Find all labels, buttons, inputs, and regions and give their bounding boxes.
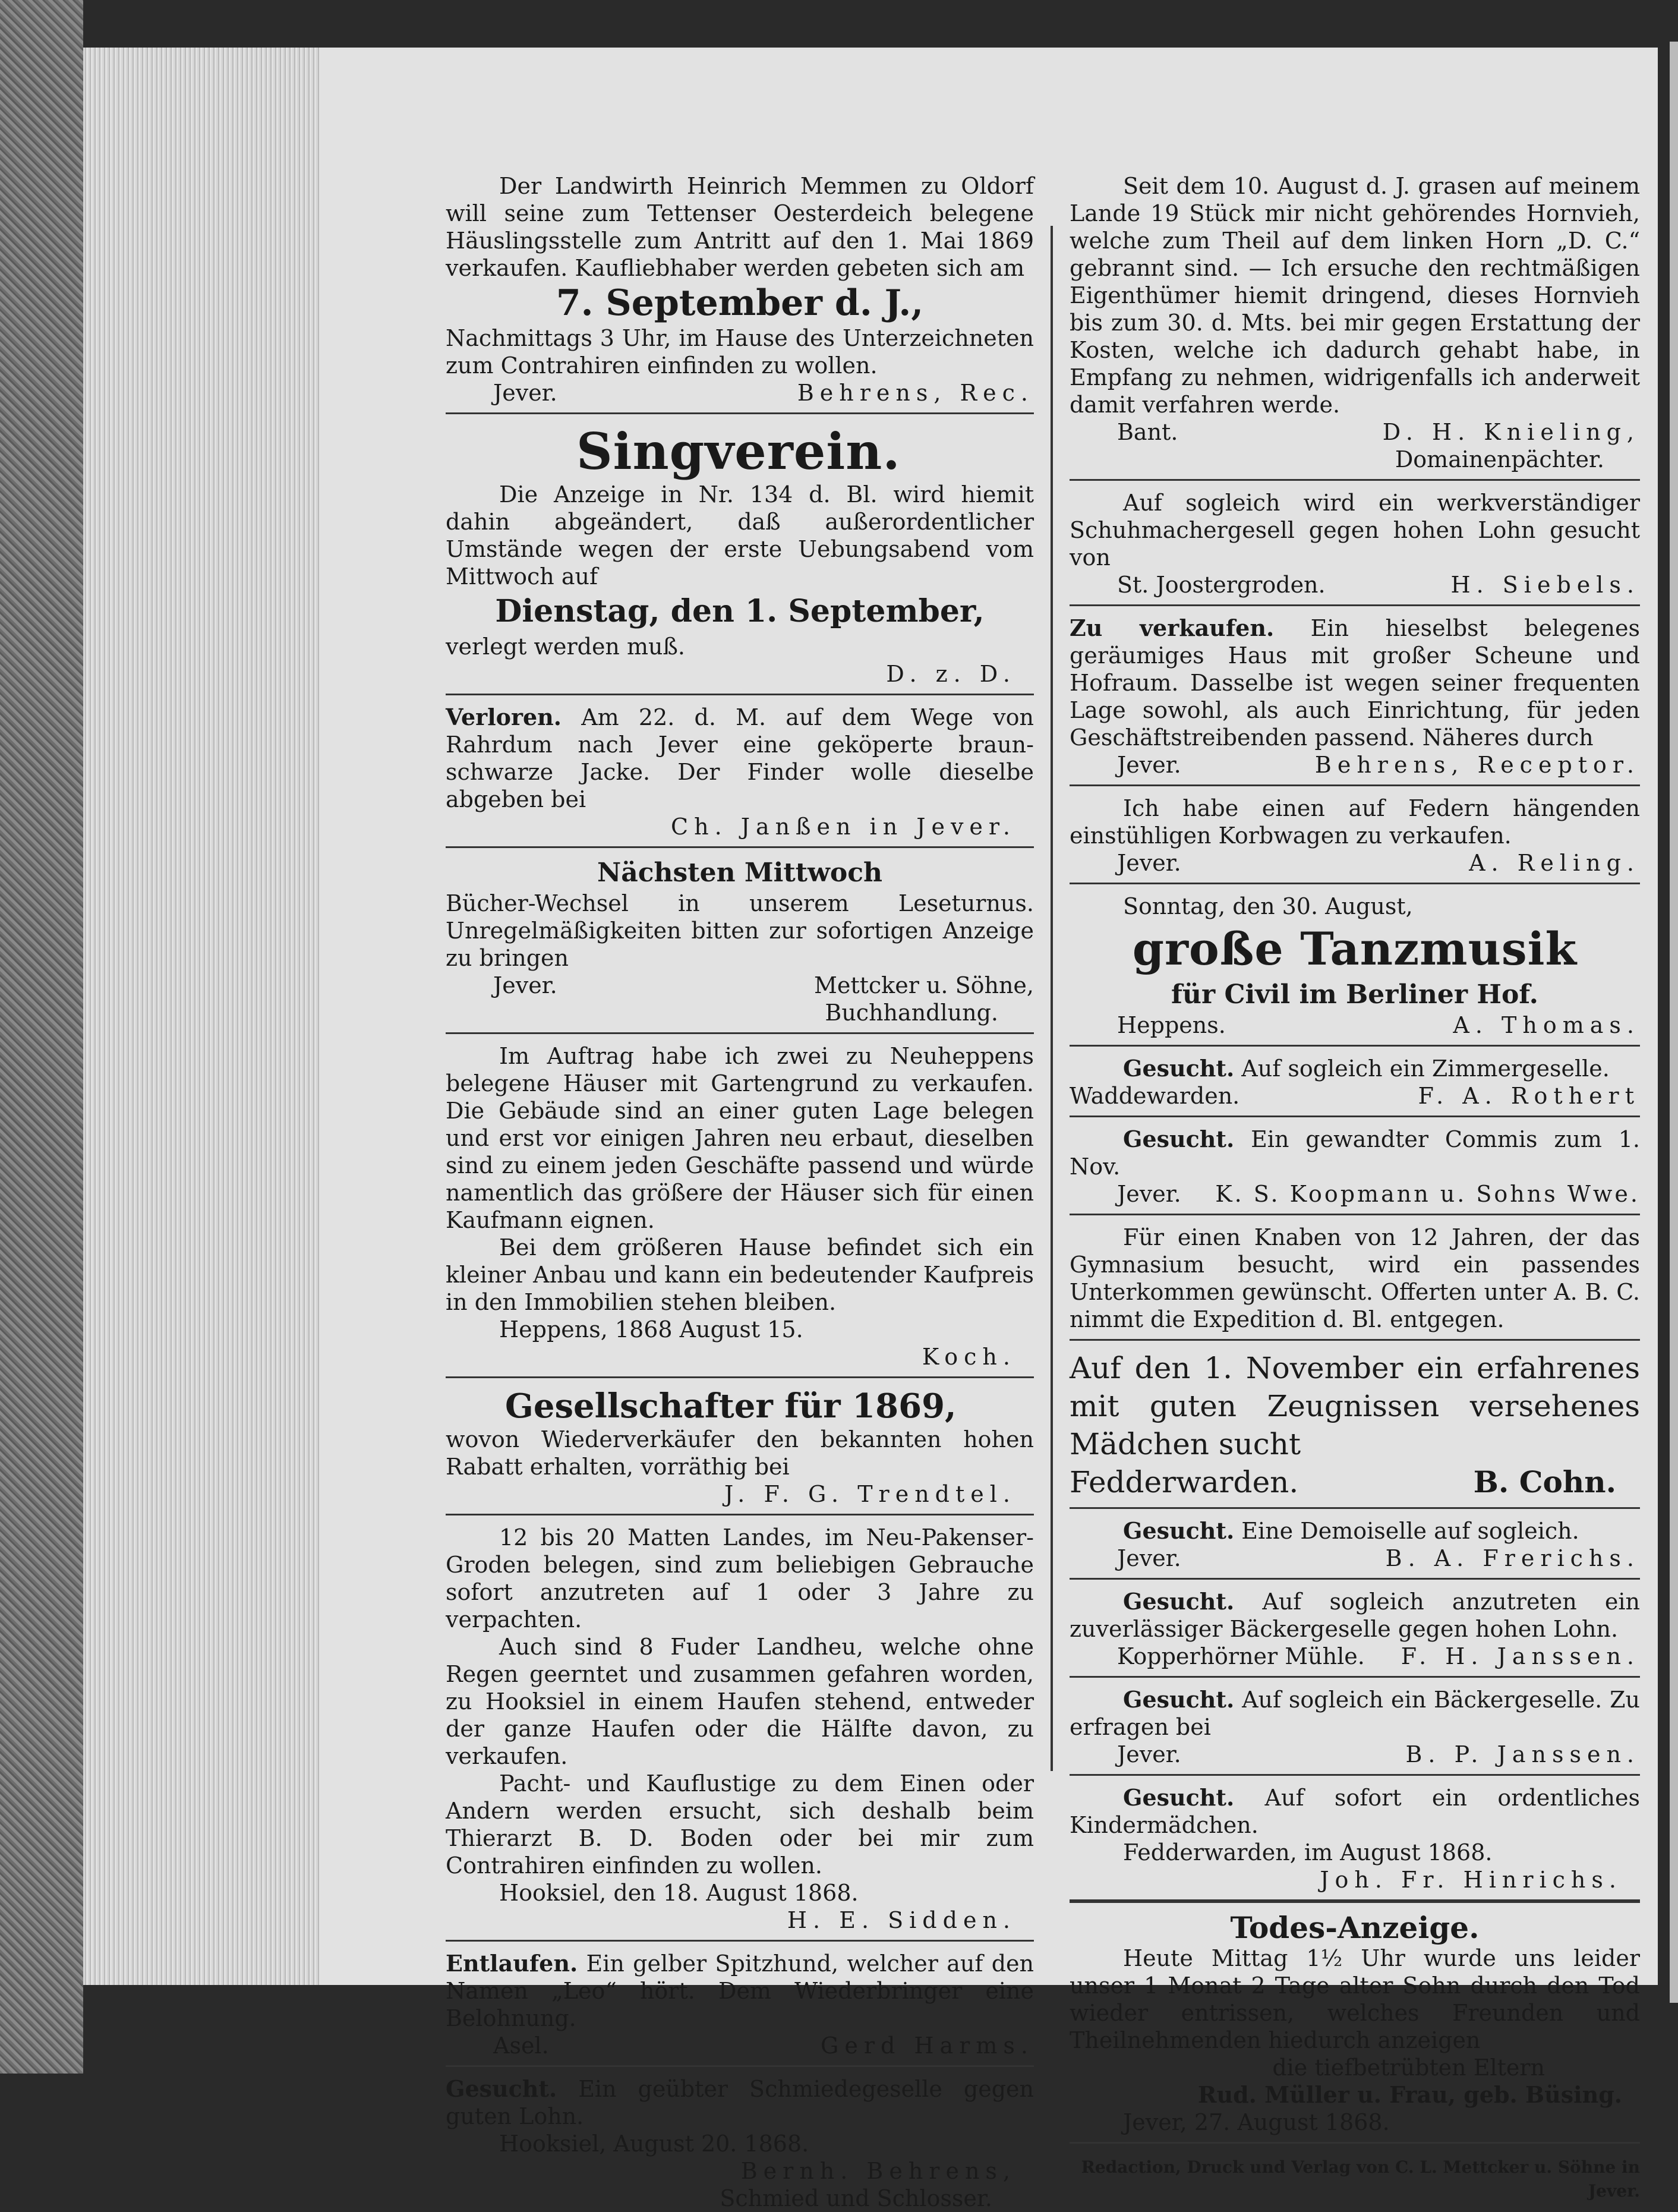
ad-text: Der Landwirth Heinrich Memmen zu Oldorf will seine zum Tettenser Oesterdeich belegene Häuslingsstelle zum Antritt auf den 1. Mai 1869 verkaufen. Kaufliebhaber werden gebeten sich am xyxy=(446,173,1034,281)
rule xyxy=(446,1376,1034,1378)
ad-place: Heppens. xyxy=(1117,1012,1226,1038)
ad-signer: F. A. Rothert xyxy=(1418,1083,1640,1109)
rule xyxy=(1070,2142,1640,2144)
ad-zimmergeselle xyxy=(1070,1055,1640,1110)
ad-signer: Koch. xyxy=(922,1344,1016,1370)
ad-signer: Buchhandlung. xyxy=(825,1000,998,1026)
rule xyxy=(1070,604,1640,606)
ad-place: Jever. xyxy=(1117,850,1181,876)
rule xyxy=(1070,784,1640,786)
ad-signer: Behrens, Receptor. xyxy=(1314,752,1640,778)
ad-signer: B. Cohn. xyxy=(1473,1464,1616,1499)
ad-text: Bei dem größeren Hause befindet sich ein kleiner Anbau und kann ein bedeutender Kaufpreis in den Immobilien stehen bleiben. xyxy=(446,1234,1034,1315)
ad-baecker2 xyxy=(1070,1686,1640,1768)
rule xyxy=(446,412,1034,414)
ad-signer: B. P. Janssen. xyxy=(1405,1741,1640,1767)
ad-haus xyxy=(1070,615,1640,779)
ad-lead: Entlaufen. xyxy=(446,1950,578,1977)
ad-text: Die Anzeige in Nr. 134 d. Bl. wird hiemit dahin abgeändert, daß außerordentlicher Umstände wegen der erste Uebungsabend vom Mittwoch auf xyxy=(446,481,1034,590)
ad-text: 12 bis 20 Matten Landes, im Neu-Pakenser-Groden belegen, sind zum beliebigen Gebrauche sofort anzutreten auf 1 oder 3 Jahre zu verpachten. xyxy=(446,1524,1034,1633)
ad-text: Auf sogleich ein Zimmergeselle. xyxy=(1241,1055,1610,1082)
ad-lead: Zu verkaufen. xyxy=(1070,615,1275,641)
ad-text: Seit dem 10. August d. J. grasen auf meinem Lande 19 Stück mir nicht gehörendes Hornvieh, welche zum Theil auf dem linken Horn „D. C.“ gebrannt sind. — Ich ersuche den rechtmäßigen Eigenthümer hiemit dringend, dieses Hornvieh bis zum 30. d. Mts. bei mir gegen Erstattung der Kosten, welche ich dadurch gehabt habe, in Empfang zu nehmen, widrigenfalls ich anderweit damit verfahren werde. xyxy=(1070,173,1640,418)
ad-signer: Schmied und Schlosser. xyxy=(720,2185,992,2211)
ad-place: Bant. xyxy=(1117,419,1178,445)
ad-title: Singverein. xyxy=(576,422,901,481)
ad-text: Auf sogleich anzutreten ein zuverlässiger Bäckergeselle gegen hohen Lohn. xyxy=(1070,1589,1640,1642)
ad-signer: B. A. Frerichs. xyxy=(1385,1545,1640,1571)
ad-todesanzeige xyxy=(1070,1911,1640,2136)
ad-title: große Tanzmusik xyxy=(1132,922,1578,975)
ad-place: Fedderwarden. xyxy=(1070,1465,1299,1499)
ad-text: Ich habe einen auf Federn hängenden einstühligen Korbwagen zu verkaufen. xyxy=(1070,795,1640,849)
ad-place: Jever. xyxy=(1117,752,1181,778)
ad-text: verlegt werden muß. xyxy=(446,634,685,660)
ad-signer: A. Thomas. xyxy=(1453,1012,1640,1038)
ad-signer: Joh. Fr. Hinrichs. xyxy=(1320,1867,1622,1893)
ad-text: Auf sogleich wird ein werkverständiger Schuhmachergesell gegen hohen Lohn gesucht von xyxy=(1070,490,1640,571)
ad-signer: Rud. Müller u. Frau, geb. Büsing. xyxy=(1197,2081,1622,2108)
ad-text: Am 22. d. M. auf dem Wege von Rahrdum nach Jever eine geköperte braun-schwarze Jacke. Der Finder wolle dieselbe abgeben bei xyxy=(446,704,1034,812)
ad-lead: Verloren. xyxy=(446,704,562,730)
ad-signer: Behrens, Rec. xyxy=(797,380,1034,406)
next-page-edge xyxy=(1670,42,1678,2003)
ad-date: Sonntag, den 30. August, xyxy=(1123,893,1413,919)
ad-matten xyxy=(446,1524,1034,1934)
rule xyxy=(1070,1899,1640,1903)
ad-text: Auch sind 8 Fuder Landheu, welche ohne Regen geerntet und zusammen gefahren worden, zu Hooksiel in einem Haufen stehend, entweder der ganze Haufen oder die Hälfte davon, zu verkaufen. xyxy=(446,1634,1034,1769)
ad-text: Auf den 1. November ein erfahrenes mit guten Zeugnissen versehenes Mädchen sucht xyxy=(1070,1351,1640,1461)
ad-place: Jever. xyxy=(493,972,557,998)
rule xyxy=(446,2065,1034,2067)
ad-signer: Gerd Harms. xyxy=(821,2033,1034,2059)
ad-lead: Gesucht. xyxy=(1123,1126,1235,1152)
ad-maedchen xyxy=(1070,1349,1640,1501)
rule xyxy=(446,1514,1034,1515)
ad-lead: Gesucht. xyxy=(446,2075,557,2102)
ad-kindermaedchen xyxy=(1070,1784,1640,1893)
ad-dateline: Heppens, 1868 August 15. xyxy=(499,1316,803,1343)
ad-text: Ein gelber Spitzhund, welcher auf den Namen „Leo“ hört. Dem Wiederbringer eine Belohnung. xyxy=(446,1951,1034,2031)
ad-singverein xyxy=(446,423,1034,688)
ad-place: St. Joostergroden. xyxy=(1117,572,1326,598)
ad-gesellschafter xyxy=(446,1387,1034,1508)
ad-hornvieh xyxy=(1070,172,1640,473)
column-divider xyxy=(1051,226,1053,1771)
rule xyxy=(1070,1214,1640,1215)
ad-text: Auf sogleich ein Bäckergeselle. Zu erfragen bei xyxy=(1070,1687,1640,1740)
ad-schmied xyxy=(446,2075,1034,2212)
ad-place: Kopperhörner Mühle. xyxy=(1117,1643,1365,1669)
ad-place: Asel. xyxy=(493,2033,549,2059)
rule xyxy=(1070,1045,1640,1047)
ad-signer: Ch. Janßen in Jever. xyxy=(671,814,1016,840)
ad-baecker1 xyxy=(1070,1588,1640,1670)
page-stack xyxy=(83,48,321,1985)
rule xyxy=(446,1032,1034,1034)
ad-lead: Gesucht. xyxy=(1123,1588,1235,1615)
ad-signer: Domainenpächter. xyxy=(1395,446,1604,472)
ad-lead: Gesucht. xyxy=(1123,1055,1235,1082)
ad-entlaufen xyxy=(446,1950,1034,2059)
ad-signer: J. F. G. Trendtel. xyxy=(724,1481,1016,1507)
ad-lead: Gesucht. xyxy=(1123,1784,1235,1811)
ad-subtitle: für Civil im Berliner Hof. xyxy=(1171,979,1538,1010)
ad-place: Jever. xyxy=(1117,1545,1181,1571)
rule xyxy=(1070,1676,1640,1678)
ad-signer: D. H. Knieling, xyxy=(1382,419,1640,445)
rule xyxy=(1070,1339,1640,1341)
rule xyxy=(1070,883,1640,884)
ad-korbwagen xyxy=(1070,795,1640,877)
ad-place: Waddewarden. xyxy=(1070,1083,1240,1109)
ad-title: Todes-Anzeige. xyxy=(1230,1910,1480,1945)
ad-text: Heute Mittag 1½ Uhr wurde uns leider unser 1 Monat 2 Tage alter Sohn durch den Tod wieder entrissen, welches Freunden und Theilnehmenden hiedurch anzeigen xyxy=(1070,1945,1640,2053)
ad-knabe xyxy=(1070,1224,1640,1333)
right-column xyxy=(1070,172,1640,2203)
rule xyxy=(446,1940,1034,1942)
ad-tanzmusik xyxy=(1070,893,1640,1039)
ad-text: Ein hieselbst belegenes geräumiges Haus mit großer Scheune und Hofraum. Dasselbe ist wegen seiner frequenten Lage sowohl, als auch Einrichtung, für jeden Geschäftstreibenden passend. Näheres durch xyxy=(1070,615,1640,751)
ad-dateline: Jever, 27. August 1868. xyxy=(1123,2109,1390,2135)
ad-signer: Mettcker u. Söhne, xyxy=(813,972,1034,998)
rule xyxy=(1070,1578,1640,1580)
ad-dateline: Fedderwarden, im August 1868. xyxy=(1123,1839,1493,1866)
imprint: Redaction, Druck und Verlag von C. L. Mettcker u. Söhne in Jever. xyxy=(1081,2157,1640,2201)
ad-dateline: Hooksiel, August 20. 1868. xyxy=(499,2131,809,2157)
ad-memmen xyxy=(446,172,1034,407)
book-edge xyxy=(0,0,83,2074)
ad-commis xyxy=(1070,1126,1640,1208)
ad-text: Im Auftrag habe ich zwei zu Neuheppens belegene Häuser mit Gartengrund zu verkaufen. Die Gebäude sind an einer guten Lage belegen und erst vor einigen Jahren neu erbaut, dieselben sind zu einem jeden Geschäfte passend und würde namentlich das größere der Häuser sich für einen Kaufmann eignen. xyxy=(446,1043,1034,1233)
ad-place: Jever. xyxy=(1117,1181,1181,1207)
ad-verloren xyxy=(446,704,1034,840)
ad-text: Pacht- und Kauflustige zu dem Einen oder Andern werden ersucht, sich deshalb beim Thierarzt B. D. Boden oder bei mir zum Contrahiren einfinden zu wollen. xyxy=(446,1770,1034,1879)
rule xyxy=(446,846,1034,848)
ad-text: Ein gewandter Commis zum 1. Nov. xyxy=(1070,1126,1640,1180)
ad-date: 7. September d. J., xyxy=(556,282,924,324)
ad-mittwoch xyxy=(446,856,1034,1026)
ad-dateline: Hooksiel, den 18. August 1868. xyxy=(499,1880,859,1906)
ad-haeuser xyxy=(446,1042,1034,1370)
ad-signer: A. Reling. xyxy=(1469,850,1640,876)
rule xyxy=(1070,1116,1640,1117)
ad-date: Dienstag, den 1. September, xyxy=(495,593,985,629)
ad-schuhmacher xyxy=(1070,489,1640,598)
rule xyxy=(446,694,1034,695)
ad-text: Eine Demoiselle auf sogleich. xyxy=(1241,1518,1579,1544)
ad-lead: Gesucht. xyxy=(1123,1686,1235,1713)
ad-signer: K. S. Koopmann u. Sohns Wwe. xyxy=(1215,1181,1640,1207)
rule xyxy=(1070,1507,1640,1509)
left-column xyxy=(446,172,1034,2212)
ad-text: wovon Wiederverkäufer den bekannten hohen Rabatt erhalten, vorräthig bei xyxy=(446,1426,1034,1480)
ad-signer: Bernh. Behrens, xyxy=(740,2158,1016,2184)
ad-text: Nachmittags 3 Uhr, im Hause des Unterzeichneten zum Contrahiren einfinden zu wollen. xyxy=(446,325,1034,379)
rule xyxy=(1070,479,1640,481)
ad-text: Für einen Knaben von 12 Jahren, der das Gymnasium besucht, wird ein passendes Unterkommen gewünscht. Offerten unter A. B. C. nimmt die Expedition d. Bl. entgegen. xyxy=(1070,1224,1640,1332)
ad-signer: D. z. D. xyxy=(886,661,1016,687)
ad-lead: Gesucht. xyxy=(1123,1517,1235,1544)
ad-title: Nächsten Mittwoch xyxy=(597,858,882,888)
ad-text: Bücher-Wechsel in unserem Leseturnus. Unregelmäßigkeiten bitten zur sofortigen Anzeige zu bringen xyxy=(446,890,1034,971)
ad-signer: H. E. Sidden. xyxy=(787,1907,1016,1933)
ad-signer: F. H. Janssen. xyxy=(1401,1643,1640,1669)
ad-text: Auf sofort ein ordentliches Kindermädchen. xyxy=(1070,1785,1640,1838)
ad-text: Ein geübter Schmiedegeselle gegen guten Lohn. xyxy=(446,2076,1034,2129)
ad-demoiselle xyxy=(1070,1517,1640,1572)
ad-place: Jever. xyxy=(1117,1741,1181,1767)
ad-signer: H. Siebels. xyxy=(1450,572,1640,598)
ad-title: Gesellschafter für 1869, xyxy=(505,1387,957,1426)
rule xyxy=(1070,1774,1640,1776)
newspaper-page xyxy=(321,48,1658,2211)
ad-signer: die tiefbetrübten Eltern xyxy=(1272,2055,1545,2081)
ad-place: Jever. xyxy=(493,380,557,406)
